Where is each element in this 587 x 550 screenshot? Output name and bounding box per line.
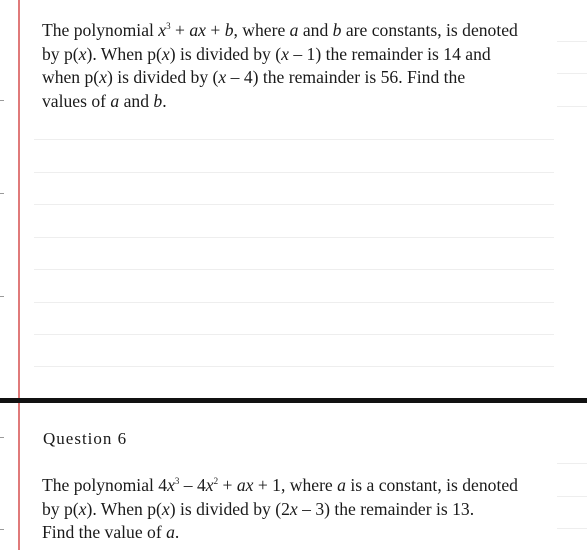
math-variable: a xyxy=(337,475,346,495)
text-run: values of xyxy=(42,90,111,111)
text-run: ) is divided by (2 xyxy=(169,498,290,519)
ruled-line xyxy=(34,334,554,335)
math-variable: x xyxy=(161,43,170,64)
text-run: by p( xyxy=(42,498,79,519)
ruled-line xyxy=(34,237,554,238)
math-variable: x xyxy=(167,475,175,495)
text-run: and xyxy=(298,20,333,40)
text-line xyxy=(42,474,552,498)
ruled-line xyxy=(34,269,554,270)
text-run: The polynomial 4 xyxy=(42,475,168,495)
margin-tick xyxy=(0,193,4,194)
text-run: are constants, is denoted xyxy=(341,20,518,40)
ruled-line xyxy=(34,366,554,367)
math-variable: a xyxy=(289,20,299,40)
text-line xyxy=(42,498,552,522)
math-variable: a xyxy=(166,522,175,542)
text-run: + xyxy=(170,20,190,40)
text-run: and xyxy=(119,90,154,111)
ruled-line xyxy=(34,204,554,205)
math-variable: x xyxy=(78,43,87,64)
math-exponent: 3 xyxy=(166,21,171,31)
ruled-line xyxy=(557,496,587,497)
problem-5-text xyxy=(42,19,552,113)
text-run: – 4 xyxy=(179,475,206,495)
math-variable: x xyxy=(289,498,298,519)
math-variable: x xyxy=(78,498,87,519)
text-run: , where xyxy=(233,20,290,40)
ruled-line xyxy=(557,73,587,74)
text-run: + xyxy=(205,20,225,40)
math-variable: a xyxy=(110,90,120,111)
text-run: by p( xyxy=(42,43,79,64)
text-run: when p( xyxy=(42,67,100,87)
ruled-line xyxy=(34,302,554,303)
text-run: ) is divided by ( xyxy=(169,43,282,64)
math-exponent: 3 xyxy=(174,476,180,486)
text-run: ) is divided by ( xyxy=(106,67,219,87)
text-run: . xyxy=(174,522,180,542)
text-run: The polynomial xyxy=(42,20,159,40)
math-exponent: 2 xyxy=(213,476,219,486)
ruled-line xyxy=(557,106,587,107)
text-line xyxy=(42,43,552,67)
ruled-line xyxy=(34,139,554,140)
text-run: . xyxy=(162,90,167,111)
ruled-line xyxy=(557,528,587,529)
question-6-heading: Question 6 xyxy=(43,429,128,448)
text-run: – 1) the remainder is 14 and xyxy=(288,43,491,64)
math-variable: ax xyxy=(236,475,254,495)
text-run: + xyxy=(218,475,237,495)
text-run: is a constant, is denoted xyxy=(345,475,518,495)
margin-tick xyxy=(0,437,4,438)
text-line xyxy=(42,66,552,90)
math-variable: ax xyxy=(189,20,206,40)
notebook-margin-line xyxy=(18,0,20,550)
margin-tick xyxy=(0,529,4,530)
ruled-line xyxy=(557,463,587,464)
text-run: + 1, where xyxy=(253,475,338,495)
math-variable: b xyxy=(153,90,163,111)
text-line xyxy=(42,521,552,545)
text-run: – 4) the remainder is 56. Find the xyxy=(226,67,466,87)
section-divider xyxy=(0,398,587,403)
text-run: ). When p( xyxy=(86,43,162,64)
ruled-line xyxy=(34,172,554,173)
math-variable: x xyxy=(99,67,107,87)
margin-tick xyxy=(0,296,4,297)
margin-tick xyxy=(0,100,4,101)
math-variable: x xyxy=(158,20,167,40)
math-variable: b xyxy=(224,20,234,40)
math-variable: b xyxy=(332,20,342,40)
text-line xyxy=(42,19,552,43)
ruled-line xyxy=(557,41,587,42)
math-variable: x xyxy=(218,67,227,87)
math-variable: x xyxy=(281,43,289,64)
math-variable: x xyxy=(161,498,170,519)
math-variable: x xyxy=(205,475,214,495)
text-run: ). When p( xyxy=(86,498,162,519)
text-line xyxy=(42,90,552,114)
text-run: Find the value of xyxy=(42,522,167,542)
text-run: – 3) the remainder is 13. xyxy=(297,498,475,519)
question-6-text xyxy=(42,474,552,545)
